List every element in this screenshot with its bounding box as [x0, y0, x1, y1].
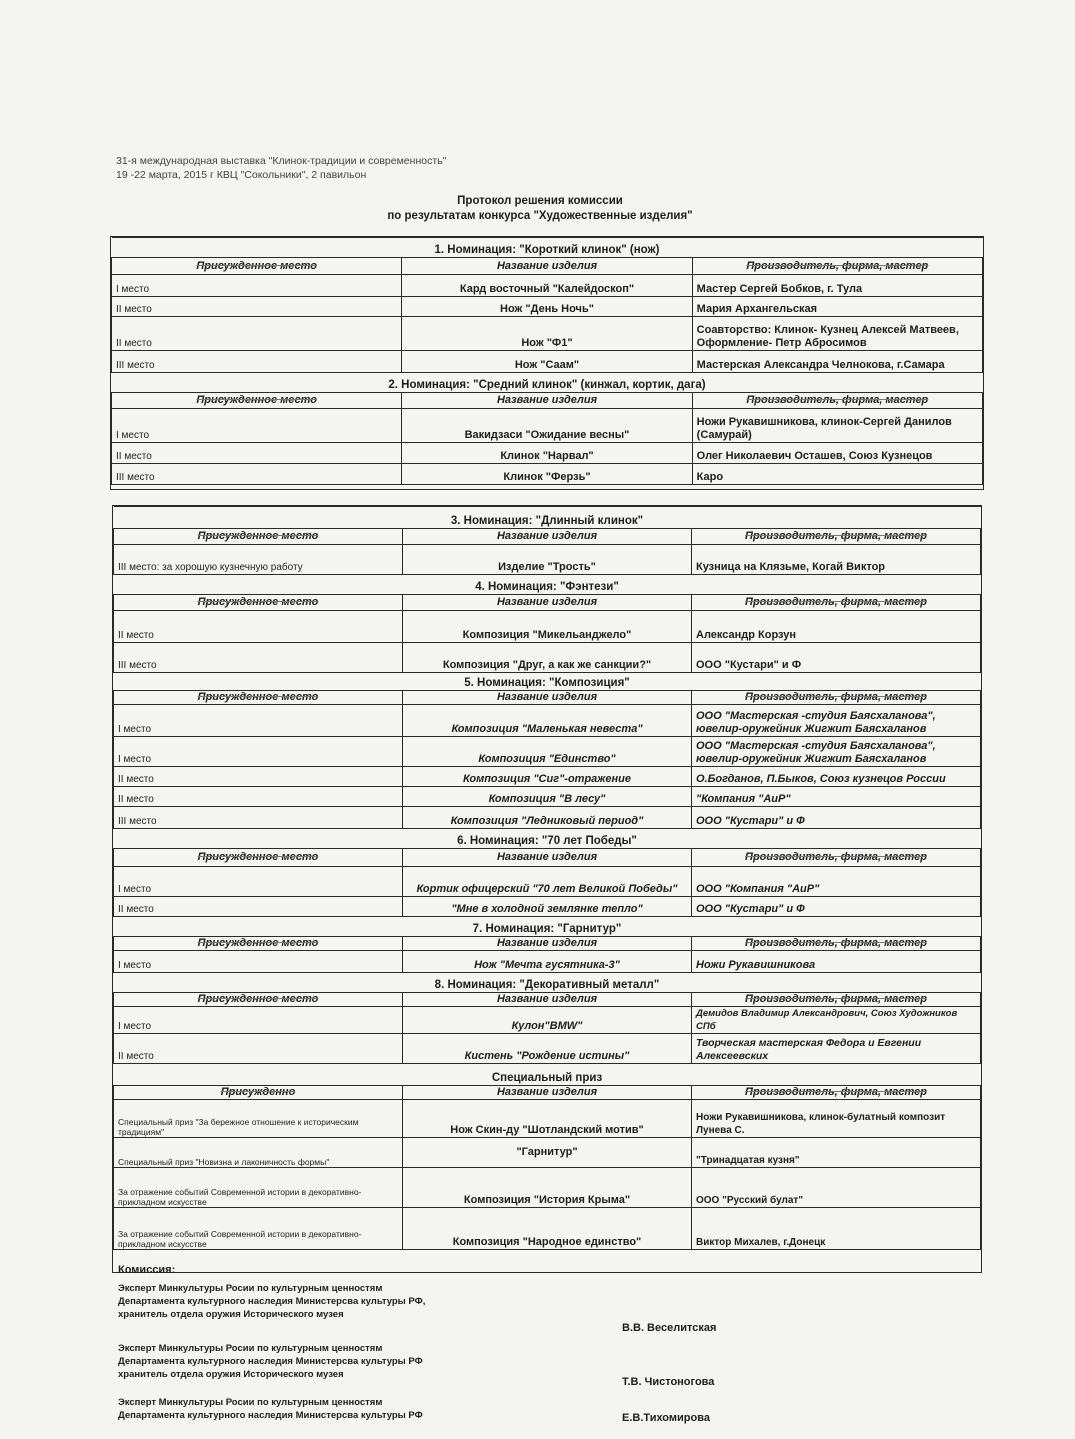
place-cell: II место [114, 1034, 403, 1064]
maker-cell: ООО "Кустари" и Ф [692, 643, 981, 673]
place-cell: III место [114, 643, 403, 673]
place-cell: II место [112, 317, 402, 351]
maker-cell: Творческая мастерская Федора и Евгении Алексеевских [692, 1034, 981, 1064]
item-cell: Композиция "Микельанджело" [403, 611, 692, 643]
item-cell: Кард восточный "Калейдоскоп" [402, 275, 692, 297]
table-row [114, 1168, 981, 1208]
document-title [330, 194, 750, 224]
maker-cell: "Компания "АиР" [692, 787, 981, 807]
maker-cell: Демидов Владимир Александрович, Союз Художников СПб [692, 1007, 981, 1034]
item-cell: Композиция "Друг, а как же санкции?" [403, 643, 692, 673]
item-cell: Нож Скин-ду "Шотландский мотив" [403, 1100, 692, 1138]
item-cell: Изделие "Трость" [403, 545, 692, 575]
item-cell: Композиция "Ледниковый период" [403, 807, 692, 829]
place-cell: I место [114, 737, 403, 767]
nomination-title: 5. Номинация: "Композиция" [114, 673, 981, 691]
commission-member [118, 1396, 918, 1422]
place-cell: За отражение событий Современной истории в декоративно-прикладном искусстве [114, 1168, 403, 1208]
item-cell: Нож "Саам" [402, 351, 692, 373]
table-row [112, 409, 983, 443]
column-header-maker: Производитель, фирма, мастер [692, 849, 981, 867]
member-name: Е.В.Тихомирова [622, 1412, 710, 1424]
column-header-item: Название изделия [403, 595, 692, 611]
maker-cell: Ножи Рукавишникова, клинок-Сергей Данилов (Самурай) [692, 409, 982, 443]
header-line-2: 19 -22 марта, 2015 г КВЦ "Сокольники", 2 павильон [116, 169, 367, 181]
place-cell: I место [114, 867, 403, 897]
table-row [114, 897, 981, 917]
maker-cell: ООО "Кустари" и Ф [692, 807, 981, 829]
column-header-place: Присужденно [114, 1086, 403, 1100]
member-position: Департамента культурного наследия Министерсва культуры РФ [118, 1356, 423, 1367]
table-row [114, 1034, 981, 1064]
item-cell: Клинок "Нарвал" [402, 443, 692, 464]
item-cell: Нож "Ф1" [402, 317, 692, 351]
place-cell: III место: за хорошую кузнечную работу [114, 545, 403, 575]
maker-cell: О.Богданов, П.Быков, Союз кузнецов России [692, 767, 981, 787]
member-position: Департамента культурного наследия Министерсва культуры РФ, [118, 1296, 426, 1307]
column-header-place: Присужденное место [114, 993, 403, 1007]
maker-cell: Каро [692, 464, 982, 485]
nomination-title: 4. Номинация: "Фэнтези" [114, 575, 981, 595]
maker-cell: ООО "Русский булат" [692, 1168, 981, 1208]
item-cell: Клинок "Ферзь" [402, 464, 692, 485]
commission-member [118, 1342, 918, 1388]
column-header-place: Присужденное место [114, 937, 403, 951]
nomination-title: 7. Номинация: "Гарнитур" [114, 917, 981, 937]
column-header-maker: Производитель, фирма, мастер [692, 937, 981, 951]
place-cell: I место [114, 705, 403, 737]
item-cell: Нож "День Ночь" [402, 297, 692, 317]
results-table-2 [112, 505, 982, 1273]
maker-cell: ООО "Мастерская -студия Баясхаланова", ювелир-оружейник Жигжит Баясхаланов [692, 705, 981, 737]
table-row [114, 1007, 981, 1034]
title-line-2: по результатам конкурса "Художественные изделия" [387, 210, 693, 222]
place-cell: II место [114, 787, 403, 807]
column-header-item: Название изделия [403, 529, 692, 545]
maker-cell: ООО "Компания "АиР" [692, 867, 981, 897]
place-cell: III место [112, 464, 402, 485]
maker-cell: Мастерская Александра Челнокова, г.Самара [692, 351, 982, 373]
maker-cell: Мария Архангельская [692, 297, 982, 317]
item-cell: Нож "Мечта гусятника-3" [403, 951, 692, 973]
place-cell: За отражение событий Современной истории в декоративно-прикладном искусстве [114, 1208, 403, 1250]
maker-cell: Соавторство: Клинок- Кузнец Алексей Матвеев, Оформление- Петр Абросимов [692, 317, 982, 351]
table-row [114, 737, 981, 767]
nomination-title: 3. Номинация: "Длинный клинок" [114, 507, 981, 529]
place-cell: II место [114, 767, 403, 787]
column-header-maker: Производитель, фирма, мастер [692, 258, 982, 275]
place-cell: II место [114, 897, 403, 917]
place-cell: Специальный приз "За бережное отношение к историческим традициям" [114, 1100, 403, 1138]
place-cell: II место [112, 443, 402, 464]
maker-cell: Олег Николаевич Осташев, Союз Кузнецов [692, 443, 982, 464]
column-header-item: Название изделия [402, 393, 692, 409]
table-row [114, 787, 981, 807]
item-cell: Композиция "В лесу" [403, 787, 692, 807]
place-cell: Специальный приз "Новизна и лаконичность формы" [114, 1138, 403, 1168]
table-row [112, 297, 983, 317]
column-header-maker: Производитель, фирма, мастер [692, 1086, 981, 1100]
column-header-item: Название изделия [403, 1086, 692, 1100]
maker-cell: Виктор Михалев, г.Донецк [692, 1208, 981, 1250]
maker-cell: "Тринадцатая кузня" [692, 1138, 981, 1168]
place-cell: I место [114, 1007, 403, 1034]
member-position: Эксперт Минкультуры Росии по культурным ценностям [118, 1283, 383, 1294]
commission-block [118, 1264, 918, 1424]
member-position: Эксперт Минкультуры Росии по культурным ценностям [118, 1343, 383, 1354]
place-cell: II место [114, 611, 403, 643]
maker-cell: Мастер Сергей Бобков, г. Тула [692, 275, 982, 297]
maker-cell: Ножи Рукавишникова, клинок-булатный композит Лунева С. [692, 1100, 981, 1138]
nomination-title: 1. Номинация: "Короткий клинок" (нож) [112, 238, 983, 258]
table-row [112, 275, 983, 297]
item-cell: Композиция "Народное единство" [403, 1208, 692, 1250]
column-header-place: Присужденное место [114, 691, 403, 705]
place-cell: I место [112, 409, 402, 443]
item-cell: Кистень "Рождение истины" [403, 1034, 692, 1064]
item-cell: Кортик офицерский "70 лет Великой Победы" [403, 867, 692, 897]
place-cell: II место [112, 297, 402, 317]
column-header-place: Присужденное место [114, 529, 403, 545]
item-cell: "Мне в холодной землянке тепло" [403, 897, 692, 917]
column-header-place: Присужденное место [114, 595, 403, 611]
column-header-item: Название изделия [403, 691, 692, 705]
item-cell: Композиция "Сиг"-отражение [403, 767, 692, 787]
item-cell: Композиция "Маленькая невеста" [403, 705, 692, 737]
special-prize-title: Специальный приз [114, 1064, 981, 1086]
maker-cell: ООО "Мастерская -студия Баясхаланова", ювелир-оружейник Жигжит Баясхаланов [692, 737, 981, 767]
maker-cell: Александр Корзун [692, 611, 981, 643]
member-position: Департамента культурного наследия Министерсва культуры РФ [118, 1410, 423, 1421]
table-row [114, 1208, 981, 1250]
column-header-item: Название изделия [403, 937, 692, 951]
results-table-1 [110, 236, 984, 490]
column-header-maker: Производитель, фирма, мастер [692, 993, 981, 1007]
table-row [114, 705, 981, 737]
maker-cell: ООО "Кустари" и Ф [692, 897, 981, 917]
maker-cell: Кузница на Клязьме, Когай Виктор [692, 545, 981, 575]
table-row [114, 767, 981, 787]
place-cell: I место [112, 275, 402, 297]
table-row [112, 443, 983, 464]
column-header-item: Название изделия [402, 258, 692, 275]
maker-cell: Ножи Рукавишникова [692, 951, 981, 973]
column-header-place: Присужденное место [112, 393, 402, 409]
table-row [114, 807, 981, 829]
column-header-maker: Производитель, фирма, мастер [692, 595, 981, 611]
header-line-1: 31-я международная выставка "Клинок-традиции и современность" [116, 155, 447, 167]
place-cell: III место [112, 351, 402, 373]
column-header-maker: Производитель, фирма, мастер [692, 691, 981, 705]
column-header-maker: Производитель, фирма, мастер [692, 393, 982, 409]
table-row [112, 317, 983, 351]
item-cell: Композиция "История Крыма" [403, 1168, 692, 1208]
nomination-title: 6. Номинация: "70 лет Победы" [114, 829, 981, 849]
exhibition-header [116, 154, 446, 182]
item-cell: Композиция "Единство" [403, 737, 692, 767]
table-row [112, 351, 983, 373]
title-line-1: Протокол решения комиссии [457, 195, 623, 207]
table-row [114, 643, 981, 673]
place-cell: I место [114, 951, 403, 973]
table-row [112, 464, 983, 485]
commission-label: Комиссия: [118, 1264, 176, 1276]
member-position: хранитель отдела оружия Исторического музея [118, 1369, 344, 1380]
column-header-place: Присужденное место [112, 258, 402, 275]
nomination-title: 2. Номинация: "Средний клинок" (кинжал, кортик, дага) [112, 373, 983, 393]
column-header-place: Присужденное место [114, 849, 403, 867]
table-row [114, 545, 981, 575]
column-header-item: Название изделия [403, 849, 692, 867]
member-name: Т.В. Чистоногова [622, 1376, 715, 1388]
item-cell: Вакидзаси "Ожидание весны" [402, 409, 692, 443]
member-name: В.В. Веселитская [622, 1322, 717, 1334]
place-cell: III место [114, 807, 403, 829]
member-position: Эксперт Минкультуры Росии по культурным ценностям [118, 1397, 383, 1408]
table-row [114, 1138, 981, 1168]
table-row [114, 611, 981, 643]
member-position: хранитель отдела оружия Исторического музея [118, 1309, 344, 1320]
item-cell: Кулон"BMW" [403, 1007, 692, 1034]
column-header-maker: Производитель, фирма, мастер [692, 529, 981, 545]
column-header-item: Название изделия [403, 993, 692, 1007]
table-row [114, 951, 981, 973]
nomination-title: 8. Номинация: "Декоративный металл" [114, 973, 981, 993]
commission-member [118, 1282, 918, 1334]
table-row [114, 867, 981, 897]
item-cell: "Гарнитур" [403, 1138, 692, 1168]
table-row [114, 1100, 981, 1138]
